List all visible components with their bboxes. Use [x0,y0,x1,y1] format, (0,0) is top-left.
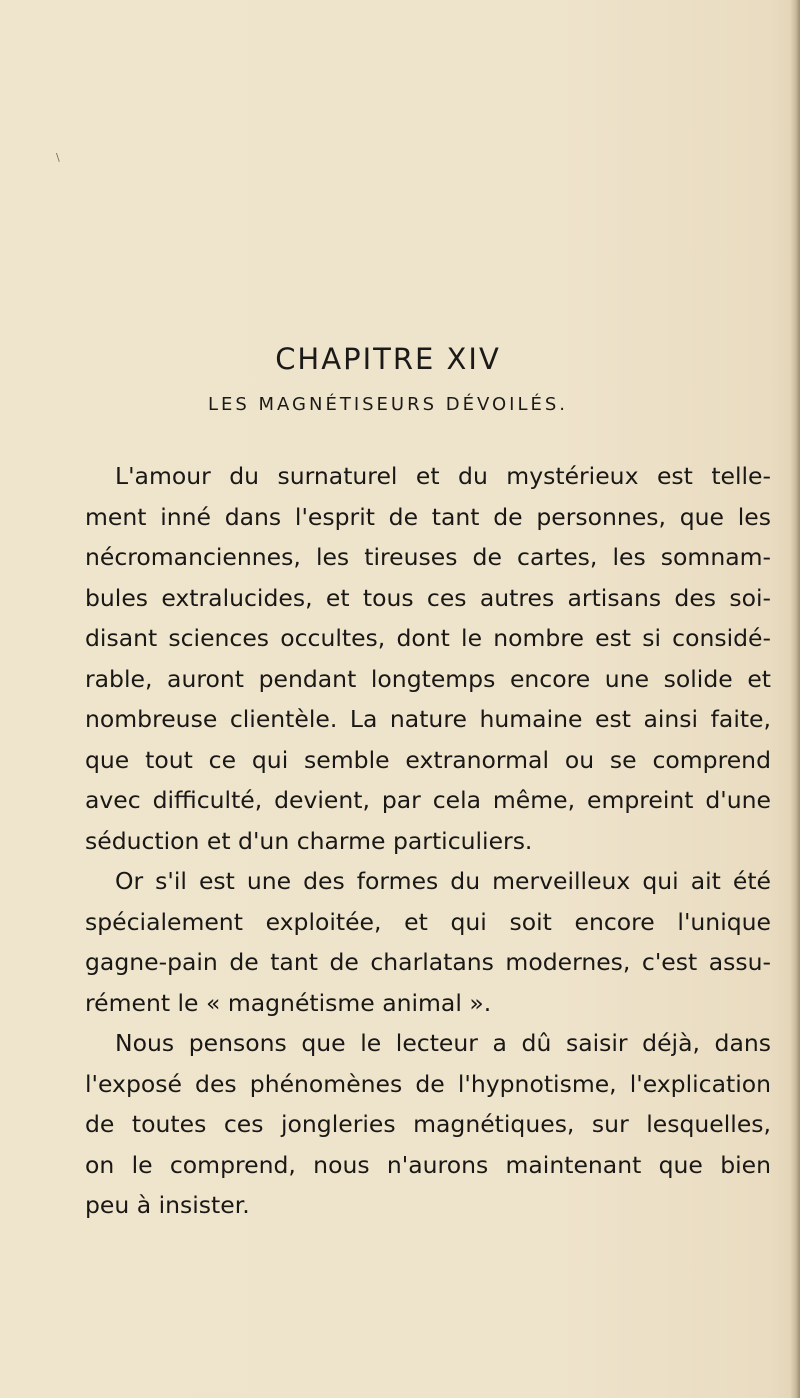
chapter-subtitle: LES MAGNÉTISEURS DÉVOILÉS. [207,394,569,415]
text-line: Nous pensons que le lecteur a dû saisir déjà, dans [115,1029,771,1057]
text-line: peu à insister. [85,1191,250,1219]
stray-mark: \ [56,151,60,164]
text-line: gagne-pain de tant de charlatans modernes, c'est assu- [85,948,771,976]
text-line: de toutes ces jongleries magnétiques, sur lesquelles, [85,1110,771,1138]
page-edge-shadow [790,0,800,1398]
text-line: avec difficulté, devient, par cela même, empreint d'une [85,786,771,814]
text-line: que tout ce qui semble extranormal ou se comprend [85,745,771,774]
text-line: nécromanciennes, les tireuses de cartes, les somnam- [85,543,771,571]
text-line: disant sciences occultes, dont le nombre est si considé- [85,624,771,652]
text-line: rable, auront pendant longtemps encore une solide et [85,664,771,693]
text-line: séduction et d'un charme particuliers. [85,826,533,855]
text-line: spécialement exploitée, et qui soit encore l'unique [85,907,771,936]
text-line: nombreuse clientèle. La nature humaine est ainsi faite, [85,705,771,733]
text-line: Or s'il est une des formes du merveilleux qui ait été [115,867,771,895]
body-text [85,456,771,1226]
chapter-title: CHAPITRE XIV [275,342,501,376]
text-line: on le comprend, nous n'aurons maintenant que bien [85,1150,771,1179]
text-line: L'amour du surnaturel et du mystérieux est telle- [115,462,771,490]
text-line: rément le « magnétisme animal ». [85,988,492,1017]
text-line: l'exposé des phénomènes de l'hypnotisme, l'explication [85,1069,771,1098]
text-line: bules extralucides, et tous ces autres artisans des soi- [85,583,771,612]
text-line: ment inné dans l'esprit de tant de personnes, que les [85,502,771,531]
